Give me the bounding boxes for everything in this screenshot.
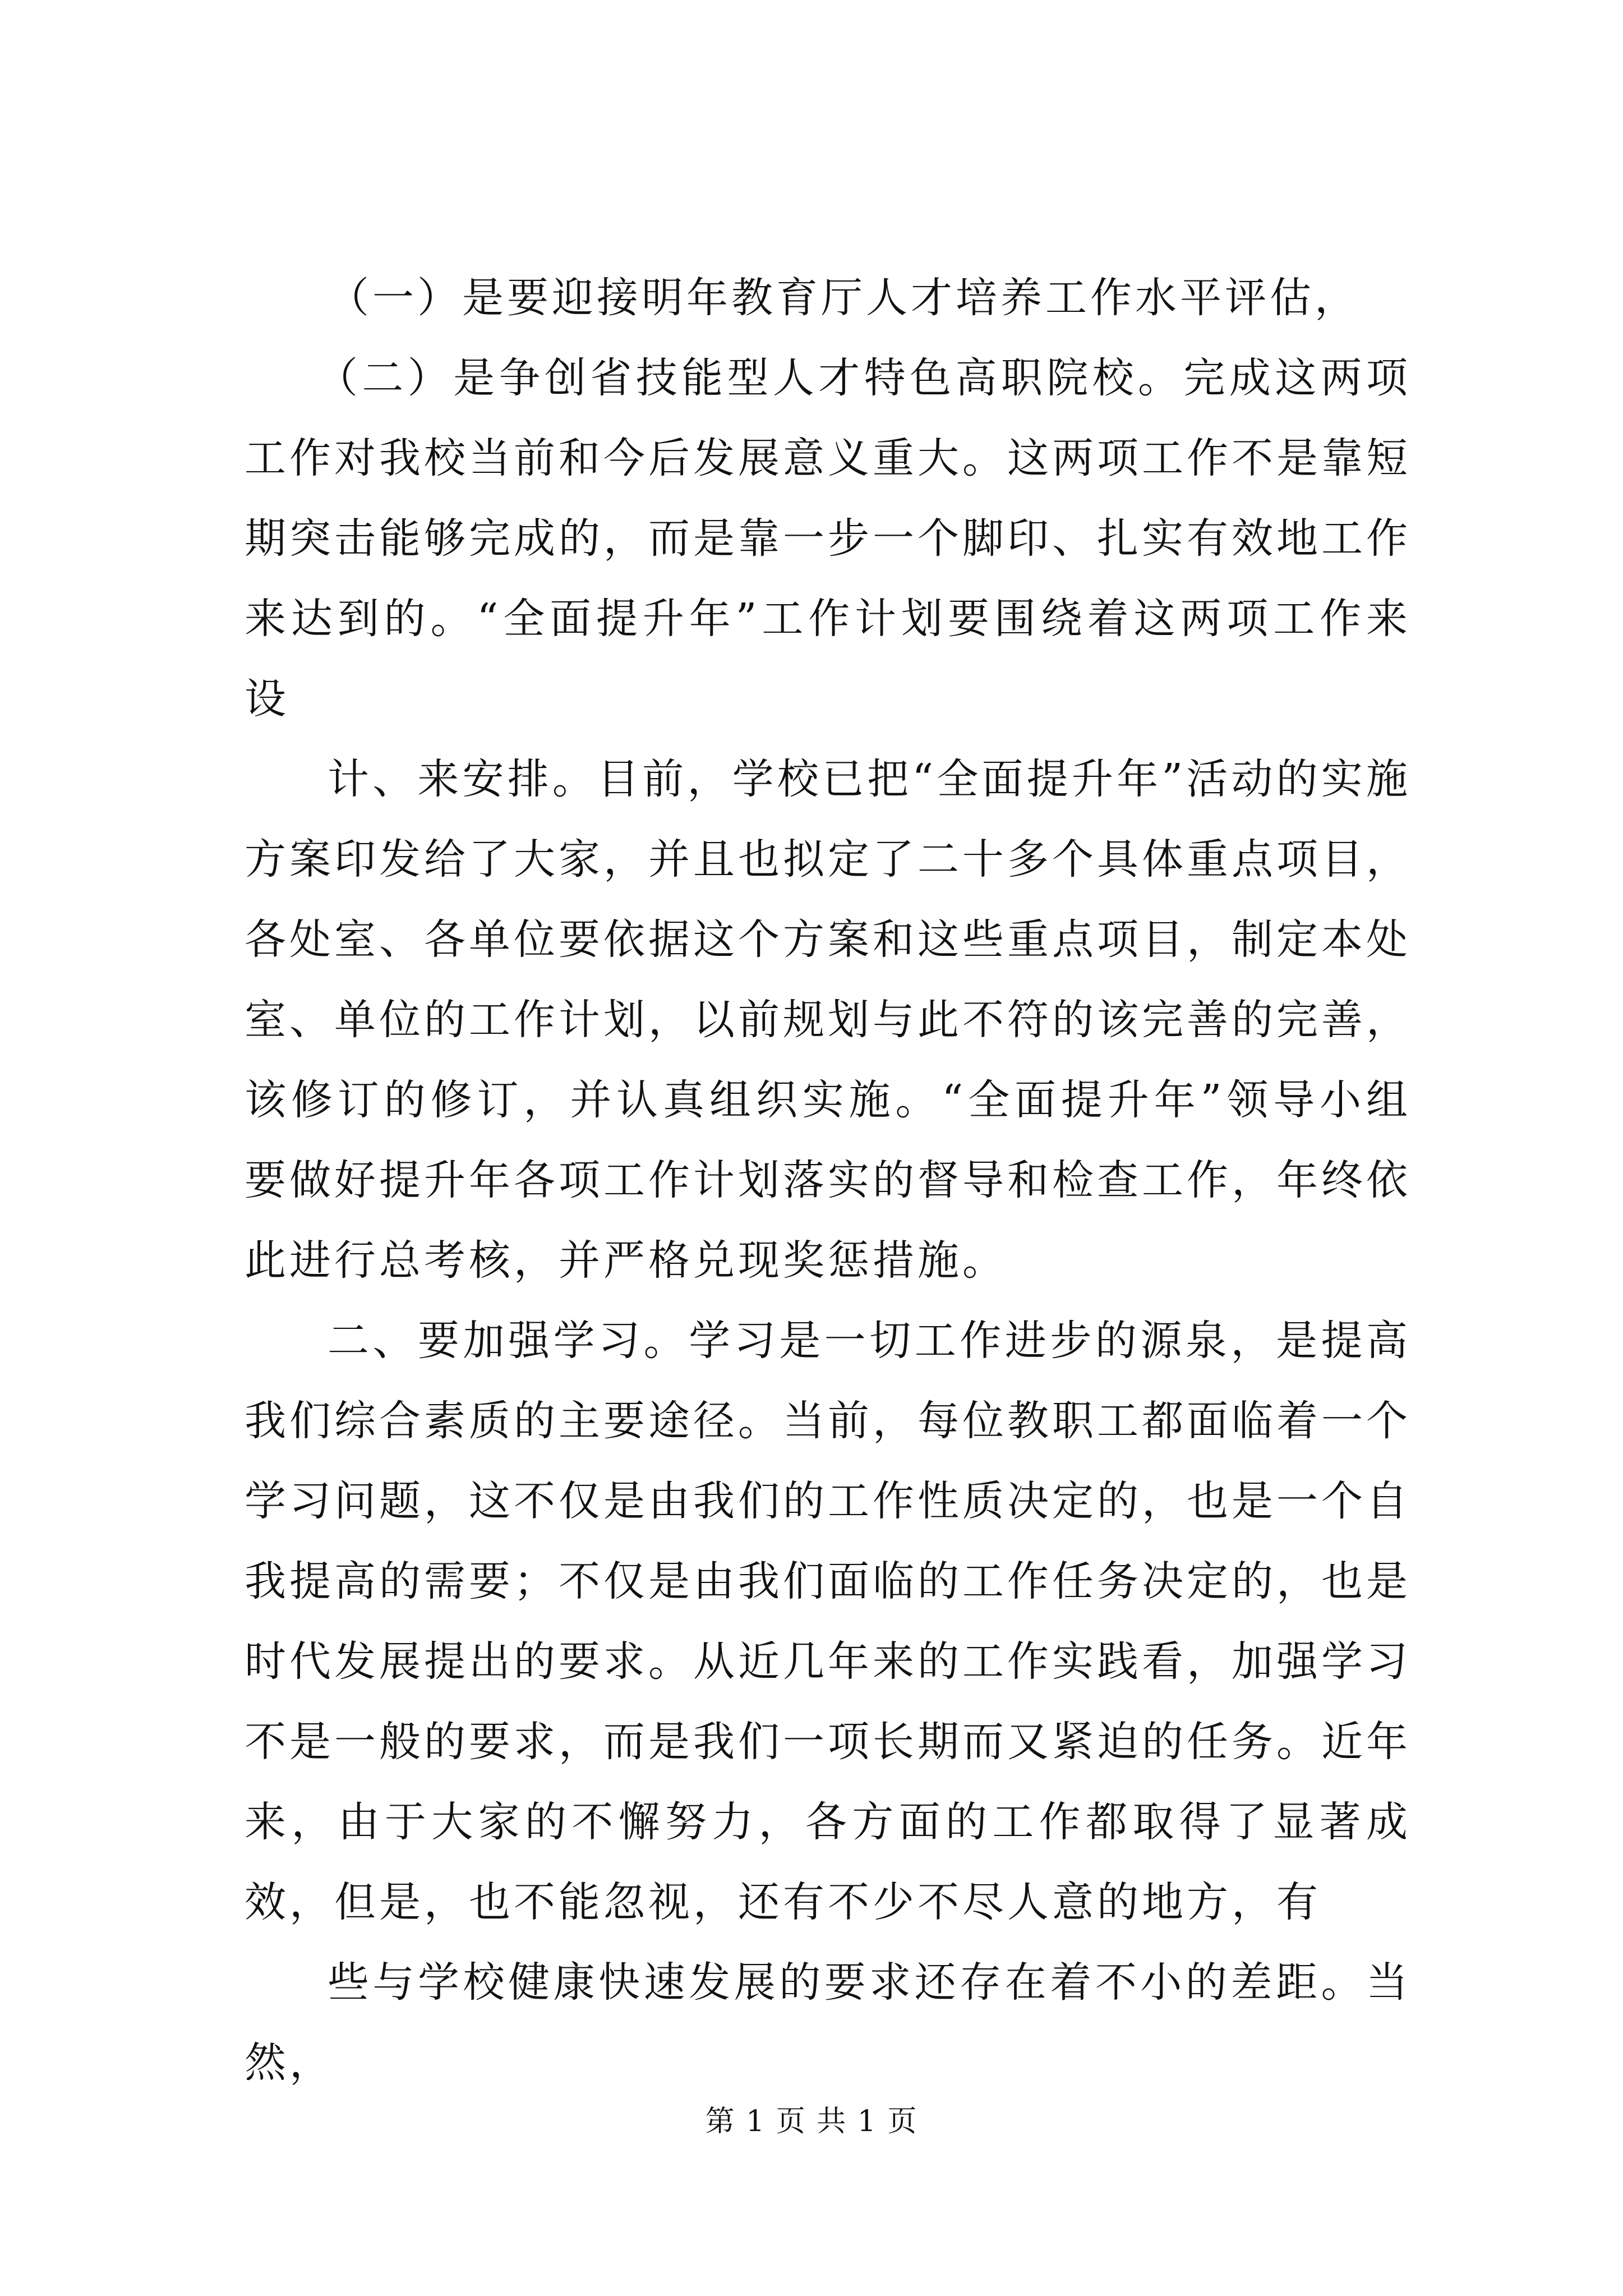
page-number-footer: 第 1 页 共 1 页 — [705, 2105, 918, 2138]
paragraph-5: 些与学校健康快速发展的要求还存在着不小的差距。当然， — [245, 1958, 1411, 2087]
paragraph-1: （一）是要迎接明年教育厅人才培养工作水平评估， — [328, 274, 1359, 322]
paragraph-3: 计、来安排。目前，学校已把“全面提升年”活动的实施方案印发给了大家，并且也拟定了二十多个具体重点项目，各处室、各单位要依据这个方案和这些重点项目，制定本处室、单位的工作计划，以前规划与此不符的该完善的完善，该修订的修订，并认真组织实施。“全面提升年”领导小组要做好提升年各项工作计划落实的督导和检查工作，年终依此进行总考核，并严格兑现奖惩措施。 — [245, 755, 1411, 1285]
document-body — [245, 258, 1411, 2103]
paragraph-2: （二）是争创省技能型人才特色高职院校。完成这两项工作对我校当前和今后发展意义重大。这两项工作不是靠短期突击能够完成的，而是靠一步一个脚印、扎实有效地工作来达到的。“全面提升年”工作计划要围绕着这两项工作来设 — [245, 354, 1411, 723]
paragraph-4: 二、要加强学习。学习是一切工作进步的源泉，是提高我们综合素质的主要途径。当前，每位教职工都面临着一个学习问题，这不仅是由我们的工作性质决定的，也是一个自我提高的需要；不仅是由我们面临的工作任务决定的，也是时代发展提出的要求。从近几年来的工作实践看，加强学习不是一般的要求，而是我们一项长期而又紧迫的任务。近年来，由于大家的不懈努力，各方面的工作都取得了显著成效，但是，也不能忽视，还有不少不尽人意的地方，有 — [245, 1317, 1411, 1926]
